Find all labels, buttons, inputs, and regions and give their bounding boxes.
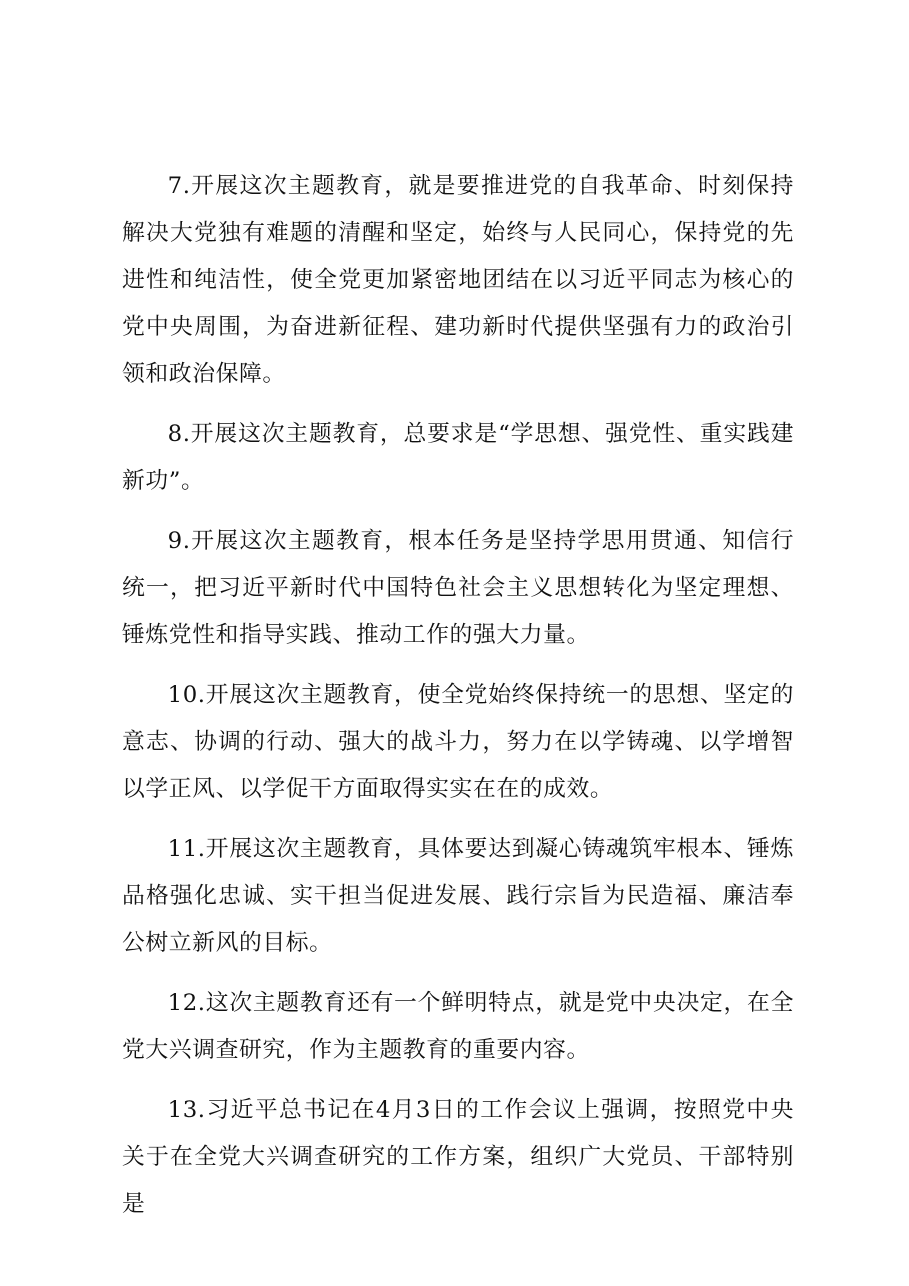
paragraph-7: 7.开展这次主题教育，就是要推进党的自我革命、时刻保持解决大党独有难题的清醒和坚定，始终与人民同心，保持党的先进性和纯洁性，使全党更加紧密地团结在以习近平同志为核心的党中央周围，为奋进新征程、建功新时代提供坚强有力的政治引领和政治保障。: [122, 173, 794, 387]
paragraph-8: 8.开展这次主题教育，总要求是“学思想、强党性、重实践建新功”。: [122, 421, 794, 494]
paragraph-9: 9.开展这次主题教育，根本任务是坚持学思用贯通、知信行统一，把习近平新时代中国特色社会主义思想转化为坚定理想、锤炼党性和指导实践、推动工作的强大力量。: [122, 528, 794, 648]
paragraph-12: 12.这次主题教育还有一个鲜明特点，就是党中央决定，在全党大兴调查研究，作为主题教育的重要内容。: [122, 990, 794, 1063]
document-page: [122, 163, 794, 1241]
paragraph-11: 11.开展这次主题教育，具体要达到凝心铸魂筑牢根本、锤炼品格强化忠诚、实干担当促进发展、践行宗旨为民造福、廉洁奉公树立新风的目标。: [122, 836, 794, 956]
paragraph-13: 13.习近平总书记在4月3日的工作会议上强调，按照党中央关于在全党大兴调查研究的工作方案，组织广大党员、干部特别是: [122, 1097, 794, 1217]
paragraph-10: 10.开展这次主题教育，使全党始终保持统一的思想、坚定的意志、协调的行动、强大的战斗力，努力在以学铸魂、以学增智以学正风、以学促干方面取得实实在在的成效。: [122, 682, 794, 802]
